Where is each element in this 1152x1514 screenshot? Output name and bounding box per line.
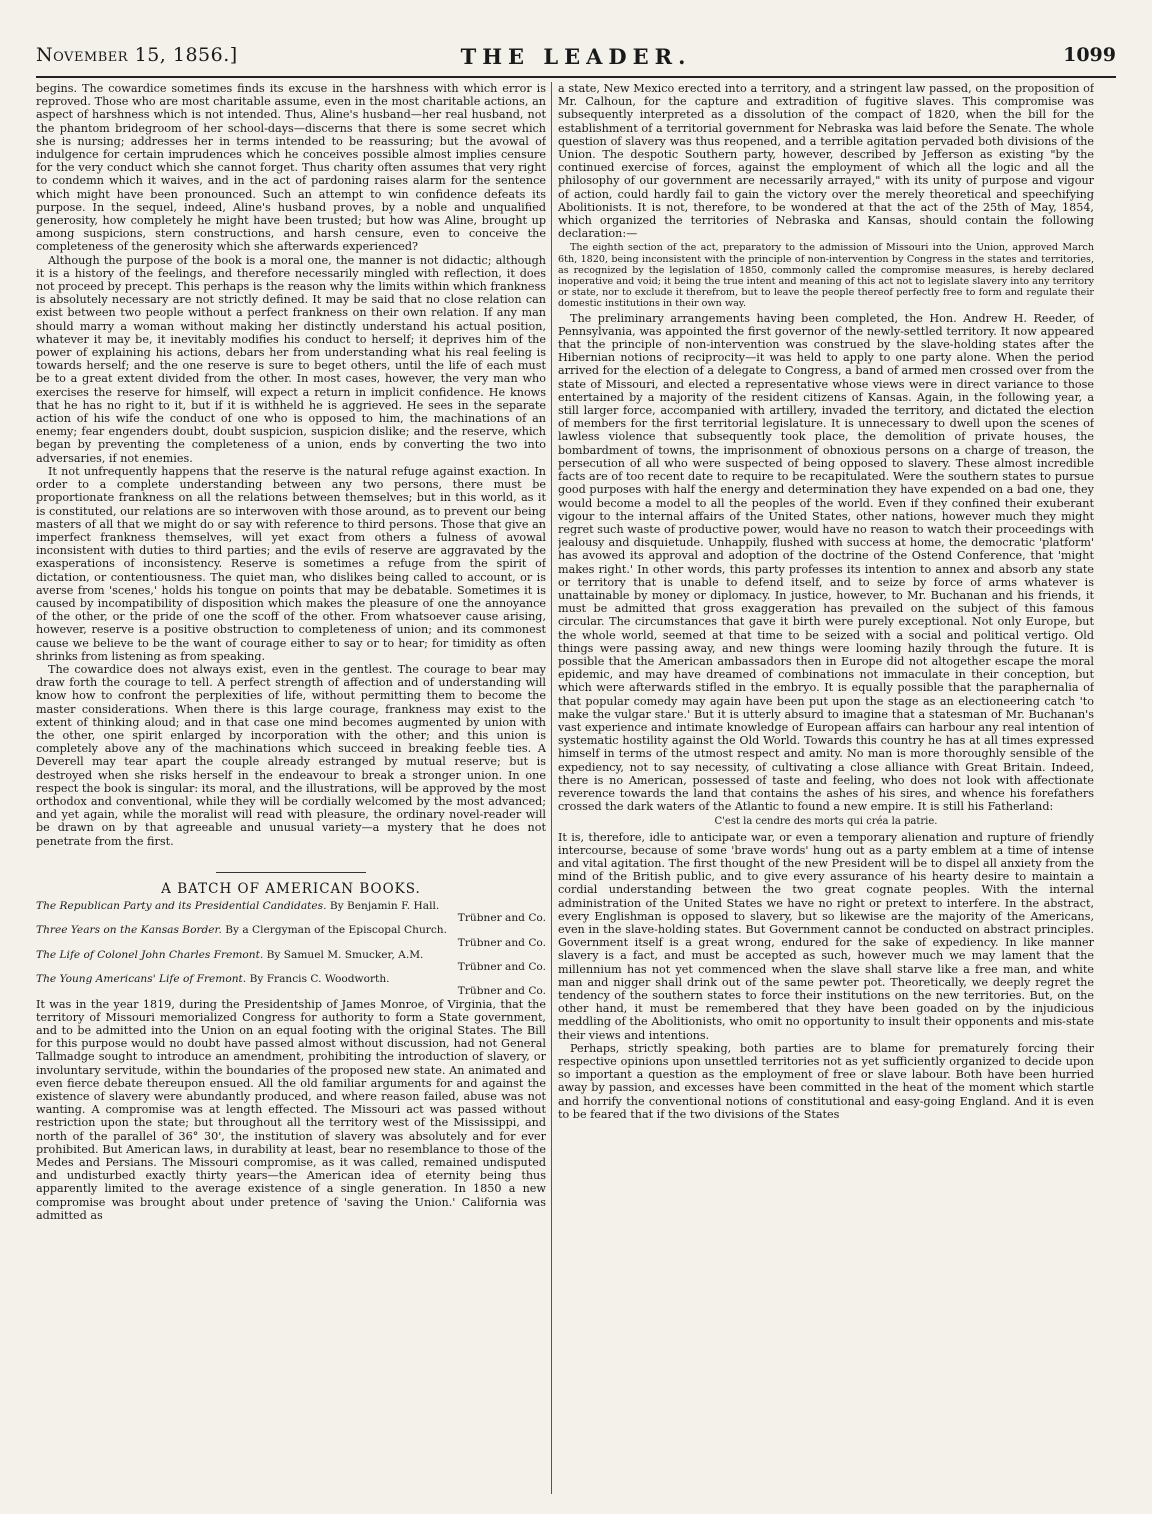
left-paragraph-3: It not unfrequently happens that the reserve is the natural refuge against exaction. In order to a complete understanding between any two persons, there must be proportionate frankness on all the relations between themselves; but in this world, as it is constituted, our relations are so interwoven with those around, as to prevent our being masters of all that we might do or say with reference to third persons. Those that give an imperfect frankness themselves, will yet exact from others a fulness of avowal inconsistent with duties to third parties; and the evils of reserve are aggravated by the exasperations of inconsistency. Reserve is sometimes a refuge from the spirit of dictation, or contentiousness. The quiet man, who dislikes being called to account, or is averse from 'scenes,' holds his tongue on points that may be debatable. Sometimes it is caused by incompatibility of disposition which makes the pleasure of one the annoyance of the other, or the pride of one the scoff of the other. From whatsoever cause arising, however, reserve is a positive obstruction to completeness of union; and its commonest cause we believe to be the want of courage either to say or to hear; for timidity as often shrinks from listening as from speaking. bbox=[36, 464, 546, 663]
issue-date: November 15, 1856.] bbox=[36, 44, 238, 66]
act-quotation: The eighth section of the act, preparatory to the admission of Missouri into the Union, approved March 6th, 1820, being inconsistent with the principle of non-intervention by Congress in the states and territories, as recognized by the legislation of 1850, commonly called the compromise measures, is hereby declared inoperative and void; it being the true intent and meaning of this act not to legislate slavery into any territory or state, nor to exclude it therefrom, but to leave the people thereof perfectly free to form and regulate their domestic institutions in their own way. bbox=[558, 242, 1094, 310]
book-entry bbox=[36, 949, 546, 973]
right-paragraph-2: The preliminary arrangements having been completed, the Hon. Andrew H. Reeder, of Pennsylvania, was appointed the first governor of the newly-settled territory. It now appeared that the principle of non-intervention was construed by the slave-holding states after the Hibernian notions of reciprocity—it was held to apply to one party alone. When the period arrived for the election of a delegate to Congress, a band of armed men crossed over from the state of Missouri, and elected a representative whose views were in direct variance to those entertained by a majority of the resident citizens of Kansas. Again, in the following year, a still larger force, accompanied with artillery, invaded the territory, and dictated the election of members for the first territorial legislature. It is unnecessary to dwell upon the scenes of lawless violence that subsequently took place, the demolition of private houses, the bombardment of towns, the imprisonment of obnoxious persons on a charge of treason, the persecution of all who were suspected of being opposed to slavery. These almost incredible facts are of too recent date to require to be recapitulated. Were the southern states to pursue good purposes with half the energy and determination they have expended on a bad one, they would become a model to all the peoples of the world. Even if they confined their exuberant vigour to the internal affairs of the United States, other nations, however much they might regret such waste of productive power, would have no reason to watch their proceedings with jealousy and disquietude. Unhappily, flushed with success at home, the democratic 'platform' has avowed its approval and adoption of the doctrine of the Ostend Conference, that 'might makes right.' In other words, this party professes its intention to annex and absorb any state or territory that is unable to defend itself, and to seize by force of arms whatever is unattainable by money or diplomacy. In justice, however, to Mr. Buchanan and his friends, it must be admitted that gross exaggeration has prevailed on the subject of this famous circular. The circumstances that gave it birth were purely exceptional. Not only Europe, but the whole world, seemed at that time to be seized with a social and political vertigo. Old things were passing away, and new things were looming hazily through the future. It is possible that the American ambassadors then in Europe did not altogether escape the moral epidemic, and may have dreamed of combinations not immaculate in their conception, but which were afterwards stifled in the embryo. It is equally possible that the paraphernalia of that popular comedy may again have been put upon the stage as an electioneering catch 'to make the vulgar stare.' But it is utterly absurd to imagine that a statesman of Mr. Buchanan's vast experience and intimate knowledge of European affairs can harbour any real intention of systematic hostility against the Old World. Towards this country he has at all times expressed himself in terms of the utmost respect and amity. No man is more thoroughly sensible of the expediency, not to say necessity, of cultivating a close alliance with Great Britain. Indeed, there is no American, possessed of taste and feeling, who does not look with affectionate reverence towards the land that contains the ashes of his sires, and whence his forefathers crossed the dark waters of the Atlantic to found a new empire. It is still his Fatherland: bbox=[558, 311, 1094, 814]
book-publisher: Trübner and Co. bbox=[457, 912, 546, 925]
left-paragraph-4: The cowardice does not always exist, even in the gentlest. The courage to bear may draw forth the courage to tell. A perfect strength of affection and of understanding will know how to confront the perplexities of life, without permitting them to become the master considerations. When there is this large courage, frankness may exist to the extent of thinking aloud; and in that case one mind becomes augmented by union with the other, one spirit enlarged by incorporation with the other; and this union is completely above any of the machinations which succeed in breaking feeble ties. A Deverell may tear apart the couple already estranged by mutual reserve; but is destroyed when she risks herself in the endeavour to break a stronger union. In one respect the book is singular: its moral, and the illustrations, will be approved by the most orthodox and conventional, while they will be cordially welcomed by the most advanced; and yet again, while the moralist will read with pleasure, the ordinary novel-reader will be drawn on by that agreeable and unusual variety—a mystery that he does not penetrate from the first. bbox=[36, 662, 546, 848]
right-column bbox=[558, 82, 1094, 1494]
left-paragraph-1: begins. The cowardice sometimes finds its excuse in the harshness with which error is reproved. Those who are most charitable assume, even in the most charitable actions, an aspect of harshness which is not intended. Thus, Aline's husband—her real husband, not the phantom bridegroom of her school-days—discerns that there is some secret which she is nursing; addresses her in terms intended to be reassuring; but the avowal of indulgence for certain imprudences which he conceives possible almost implies censure for the very conduct which she cannot forget. Thus charity often assumes that very right to condemn which it waives, and in the act of pardoning raises alarm for the sentence which might have been pronounced. Such an attempt to win confidence defeats its purpose. In the sequel, indeed, Aline's husband proves, by a noble and unqualified generosity, how completely he might have been trusted; but how was Aline, brought up among suspicions, stern constructions, and harsh censure, even to conceive the completeness of the generosity which she afterwards experienced? bbox=[36, 82, 546, 254]
book-publisher: Trübner and Co. bbox=[457, 936, 546, 949]
book-title: The Young Americans' Life of Fremont. bbox=[36, 973, 247, 986]
book-title: The Life of Colonel John Charles Fremont. bbox=[36, 948, 264, 961]
book-entry bbox=[36, 973, 546, 997]
book-entry bbox=[36, 900, 546, 924]
left-column bbox=[36, 82, 546, 1494]
book-publisher: Trübner and Co. bbox=[457, 961, 546, 973]
right-paragraph-3: It is, therefore, idle to anticipate war, or even a temporary alienation and rupture of friendly intercourse, because of some 'brave words' hung out as a party emblem at a time of intense and vital agitation. The first thought of the new President will be to dispel all anxiety from the mind of the British public, and to give every assurance of his hearty desire to maintain a cordial understanding between the two great cognate peoples. With the internal administration of the United States we have no right or pretext to interfere. In the abstract, every Englishman is opposed to slavery, but so likewise are the majority of the Americans, even in the slave-holding states. But Government cannot be conducted on abstract principles. Government itself is a great wrong, endured for the sake of expediency. In like manner slavery is a fact, and must be accepted as such, however much we may lament that the millennium has not yet commenced when the slave shall starve like a free man, and white man and nigger shall drink out of the same pewter pot. Theoretically, we deeply regret the tendency of the southern states to force their institutions on the new territories. But, on the other hand, it must be remembered that they have been goaded on by the injudicious meddling of the Abolitionists, who omit no opportunity to insult their opponents and mis-state their views and intentions. bbox=[558, 830, 1094, 1042]
book-title: The Republican Party and its Presidential Candidates. bbox=[36, 899, 327, 912]
book-publisher: Trübner and Co. bbox=[457, 985, 546, 998]
right-paragraph-1: a state, New Mexico erected into a territory, and a stringent law passed, on the proposition of Mr. Calhoun, for the capture and extradition of fugitive slaves. This compromise was subsequently interpreted as a dissolution of the compact of 1820, when the bill for the establishment of a territorial government for Nebraska was laid before the Senate. The whole question of slavery was thus reopened, and a terrible agitation pervaded both divisions of the Union. The despotic Southern party, however, described by Jefferson as existing "by the continued exercise of forces, against the employment of which all the logic and all the philosophy of our government are necessarily arrayed," with its unity of purpose and vigour of action, could hardly fail to gain the victory over the merely theoretical and speechifying Abolitionists. It is not, therefore, to be wondered at that the act of the 25th of May, 1854, which organized the territories of Nebraska and Kansas, should contain the following declaration:— bbox=[558, 82, 1094, 241]
header-rule bbox=[36, 76, 1116, 78]
book-entry bbox=[36, 924, 546, 948]
french-motto: C'est la cendre des morts qui créa la patrie. bbox=[714, 816, 938, 828]
column-divider bbox=[551, 82, 552, 1494]
page-number: 1099 bbox=[1063, 44, 1116, 66]
section-divider bbox=[216, 872, 366, 873]
book-author: By Samuel M. Smucker, A.M. bbox=[266, 948, 424, 961]
book-title: Three Years on the Kansas Border. bbox=[36, 924, 222, 937]
page-header bbox=[36, 44, 1116, 72]
section-title: A BATCH OF AMERICAN BOOKS. bbox=[161, 880, 421, 897]
book-author: By Benjamin F. Hall. bbox=[329, 899, 440, 912]
section-paragraph: It was in the year 1819, during the Presidentship of James Monroe, of Virginia, that the territory of Missouri memorialized Congress for authority to form a State government, and to be admitted into the Union on an equal footing with the original States. The Bill for this purpose would no doubt have passed almost without discussion, had not General Tallmadge sought to introduce an amendment, prohibiting the introduction of slavery, or involuntary servitude, within the boundaries of the proposed new state. An animated and even fierce debate thereupon ensued. All the old familiar arguments for and against the existence of slavery were abundantly produced, and where reason failed, abuse was not wanting. A compromise was at length effected. The Missouri act was passed without restriction upon the state; but throughout all the territory west of the Mississippi, and north of the parallel of 36° 30', the institution of slavery was absolutely and for ever prohibited. But American laws, in durability at least, bear no resemblance to those of the Medes and Persians. The Missouri compromise, as it was called, remained undisputed and undisturbed exactly thirty years—the American idea of eternity being thus apparently limited to the average existence of a single generation. In 1850 a new compromise was brought about under pretence of 'saving the Union.' California was admitted as bbox=[36, 997, 546, 1222]
book-author: By Francis C. Woodworth. bbox=[249, 973, 390, 986]
right-paragraph-4: Perhaps, strictly speaking, both parties are to blame for prematurely forcing their respective opinions upon unsettled territories not as yet sufficiently organized to decide upon so important a question as the employment of free or slave labour. Both have been hurried away by passion, and excesses have been committed in the heat of the moment which startle and horrify the conventional notions of constitutional and easy-going England. And it is even to be feared that if the two divisions of the States bbox=[558, 1041, 1094, 1121]
masthead: THE LEADER. bbox=[460, 44, 692, 69]
book-author: By a Clergyman of the Episcopal Church. bbox=[225, 924, 447, 937]
left-paragraph-2: Although the purpose of the book is a moral one, the manner is not didactic; although it is a history of the feelings, and therefore necessarily mingled with reflection, it does not proceed by precept. This perhaps is the reason why the limits within which frankness is absolutely necessary are not strictly defined. It may be said that no close relation can exist between two people without a perfect frankness on their own relation. If any man should marry a woman without making her distinctly understand his actual position, whatever it may be, it inevitably modifies his conduct to herself; it deprives him of the power of explaining his actions, debars her from understanding what his real feeling is towards herself; and the one reserve is sure to beget others, until the life of each must be to a great extent divided from the other. In most cases, however, the very man who exercises the reserve for himself, will expect a return in implicit confidence. He knows that he has no right to it, but if it is withheld he is aggrieved. He sees in the separate action of his wife the conduct of one who is opposed to him, the machinations of an enemy; fear engenders doubt, doubt suspicion, suspicion dislike; and the reserve, which began by preventing the completeness of a union, ends by converting the two into adversaries, if not enemies. bbox=[36, 253, 546, 465]
